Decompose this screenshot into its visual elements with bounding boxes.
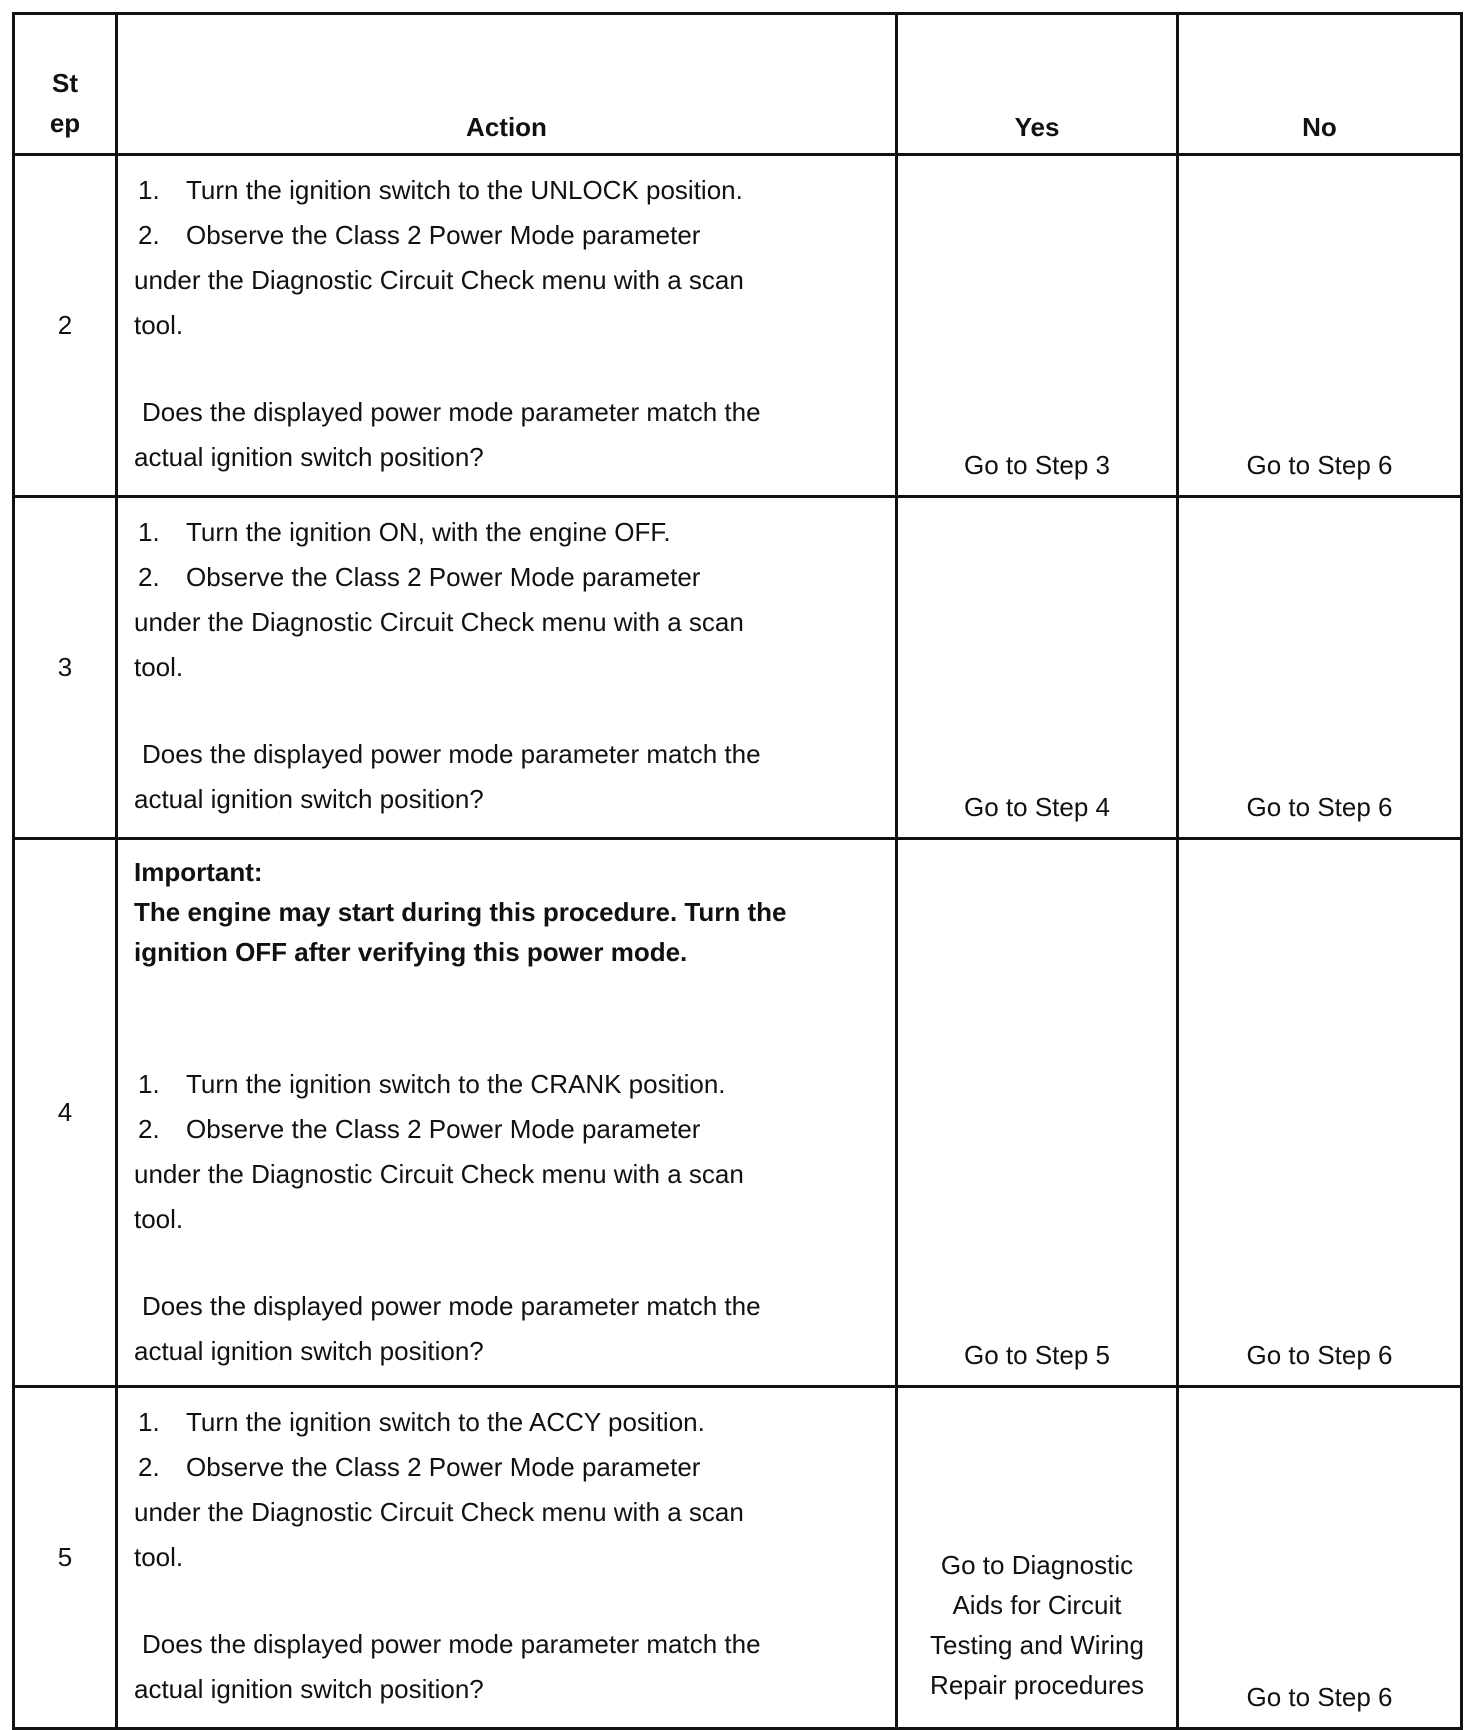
action-cell [117,839,897,1387]
important-label: Important: [134,857,263,887]
action-question: actual ignition switch position? [134,1336,484,1366]
action-item: 2. Observe the Class 2 Power Mode parameter [138,562,701,592]
step-header-line-1: St [52,68,78,98]
action-continuation: under the Diagnostic Circuit Check menu with a scan [134,1159,744,1189]
no-result: Go to Step 6 [1178,839,1462,1387]
action-continuation: under the Diagnostic Circuit Check menu with a scan [134,1497,744,1527]
action-cell [117,497,897,839]
action-column-header: Action [117,14,897,155]
action-continuation: tool. [134,652,184,682]
table-row [14,155,1462,497]
yes-result: Go to Step 4 [897,497,1178,839]
no-result: Go to Step 6 [1178,155,1462,497]
yes-result-line: Go to Diagnostic [940,1550,1134,1580]
yes-result: Go to Step 5 [897,839,1178,1387]
no-column-header: No [1178,14,1462,155]
action-question: Does the displayed power mode parameter match the [142,1291,761,1321]
table-row [14,1387,1462,1729]
action-continuation: under the Diagnostic Circuit Check menu with a scan [134,265,744,295]
important-text: ignition OFF after verifying this power mode. [134,937,688,967]
no-result: Go to Step 6 [1178,1387,1462,1729]
important-note [134,852,877,972]
important-text: The engine may start during this procedure. Turn the [134,897,787,927]
step-number: 4 [14,839,117,1387]
action-question: Does the displayed power mode parameter match the [142,1629,761,1659]
action-continuation: tool. [134,310,184,340]
action-continuation: tool. [134,1204,184,1234]
step-number: 5 [14,1387,117,1729]
action-item: 2. Observe the Class 2 Power Mode parameter [138,1452,701,1482]
action-question: Does the displayed power mode parameter match the [142,397,761,427]
action-item: 2. Observe the Class 2 Power Mode parameter [138,1114,701,1144]
step-number: 3 [14,497,117,839]
yes-column-header: Yes [897,14,1178,155]
action-item: 1. Turn the ignition ON, with the engine OFF. [138,517,671,547]
header-row [14,14,1462,155]
yes-result-line: Aids for Circuit [952,1590,1122,1620]
action-item: 2. Observe the Class 2 Power Mode parameter [138,220,701,250]
action-cell [117,1387,897,1729]
action-question: Does the displayed power mode parameter match the [142,739,761,769]
step-number: 2 [14,155,117,497]
action-cell [117,155,897,497]
yes-result: Go to Step 3 [897,155,1178,497]
step-header-line-2: ep [49,108,81,138]
no-result: Go to Step 6 [1178,497,1462,839]
action-continuation: tool. [134,1542,184,1572]
table-row [14,839,1462,1387]
step-column-header [14,14,117,155]
yes-result-line: Testing and Wiring [930,1630,1144,1660]
action-item: 1. Turn the ignition switch to the ACCY position. [138,1407,705,1437]
yes-result-line: Repair procedures [930,1670,1144,1700]
action-question: actual ignition switch position? [134,442,484,472]
action-continuation: under the Diagnostic Circuit Check menu with a scan [134,607,744,637]
action-item: 1. Turn the ignition switch to the CRANK position. [138,1069,726,1099]
yes-result [897,1387,1178,1729]
action-item: 1. Turn the ignition switch to the UNLOCK position. [138,175,743,205]
action-question: actual ignition switch position? [134,784,484,814]
diagnostic-steps-table [12,12,1463,1730]
table-row [14,497,1462,839]
action-question: actual ignition switch position? [134,1674,484,1704]
